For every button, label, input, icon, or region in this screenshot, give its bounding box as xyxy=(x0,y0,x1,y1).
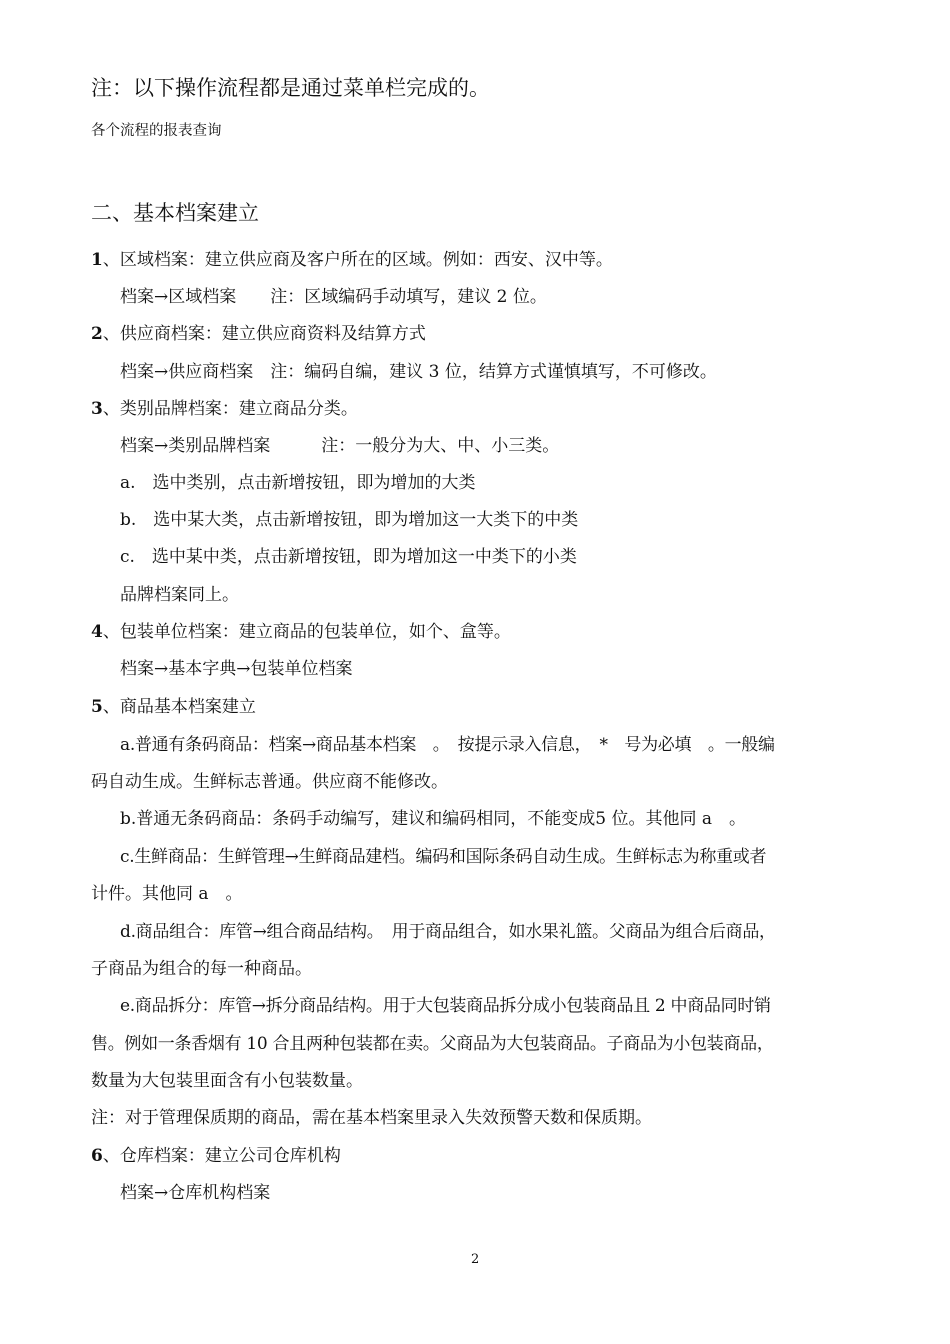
item-1-heading xyxy=(91,248,613,272)
item-5-e-line-1: e.商品拆分：库管→拆分商品结构。用于大包装商品拆分成小包装商品且 2 中商品同时销 xyxy=(120,996,771,1016)
item-5-a-line-2: 码自动生成。生鲜标志普通。供应商不能修改。 xyxy=(91,772,448,792)
item-5-text: 、商品基本档案建立 xyxy=(102,697,256,717)
item-2-number: 2 xyxy=(91,324,103,344)
item-4-path: 档案→基本字典→包装单位档案 xyxy=(120,659,353,679)
item-1-path: 档案→区域档案 注：区域编码手动填写，建议 2 位。 xyxy=(120,287,547,307)
item-5-heading xyxy=(91,695,256,719)
item-4-heading xyxy=(91,620,511,644)
section-title: 二、基本档案建立 xyxy=(91,201,259,225)
item-5-number: 5 xyxy=(91,697,103,717)
item-5-c-line-1: c.生鲜商品：生鲜管理→生鲜商品建档。编码和国际条码自动生成。生鲜标志为称重或者 xyxy=(120,847,767,867)
reports-line: 各个流程的报表查询 xyxy=(91,123,222,139)
item-3-step-a: a. 选中类别，点击新增按钮，即为增加的大类 xyxy=(120,473,476,493)
item-5-c-line-2: 计件。其他同 a 。 xyxy=(91,884,243,904)
item-2-text: 、供应商档案：建立供应商资料及结算方式 xyxy=(102,324,426,344)
item-1-number: 1 xyxy=(91,250,103,270)
item-3-step-b: b. 选中某大类，点击新增按钮，即为增加这一大类下的中类 xyxy=(120,510,579,530)
item-4-number: 4 xyxy=(91,622,103,642)
item-4-text: 、包装单位档案：建立商品的包装单位，如个、盒等。 xyxy=(102,622,511,642)
item-2-path: 档案→供应商档案 注：编码自编，建议 3 位，结算方式谨慎填写，不可修改。 xyxy=(120,362,717,382)
item-3-number: 3 xyxy=(91,399,103,419)
item-2-heading xyxy=(91,322,426,346)
item-1-text: 、区域档案：建立供应商及客户所在的区域。例如：西安、汉中等。 xyxy=(102,250,613,270)
item-3-brand-note: 品牌档案同上。 xyxy=(120,585,239,605)
item-6-path: 档案→仓库机构档案 xyxy=(120,1183,271,1203)
item-3-text: 、类别品牌档案：建立商品分类。 xyxy=(102,399,358,419)
item-6-text: 、仓库档案：建立公司仓库机构 xyxy=(102,1146,341,1166)
item-5-b-line-1: b.普通无条码商品：条码手动编写，建议和编码相同，不能变成5 位。其他同 a 。 xyxy=(120,809,747,829)
page-number: 2 xyxy=(471,1252,480,1267)
item-5-e-line-2: 售。例如一条香烟有 10 合且两种包装都在卖。父商品为大包装商品。子商品为小包装商品， xyxy=(91,1034,774,1054)
item-5-d-line-2: 子商品为组合的每一种商品。 xyxy=(91,959,312,979)
item-5-a-line-1: a.普通有条码商品：档案→商品基本档案 。 按提示录入信息， * 号为必填 。一般编 xyxy=(120,735,775,755)
item-6-number: 6 xyxy=(91,1146,103,1166)
item-5-e-line-3: 数量为大包装里面含有小包装数量。 xyxy=(91,1071,363,1091)
shelf-life-note: 注：对于管理保质期的商品，需在基本档案里录入失效预警天数和保质期。 xyxy=(91,1108,652,1128)
item-5-d-line-1: d.商品组合：库管→组合商品结构。 用于商品组合，如水果礼篮。父商品为组合后商品， xyxy=(120,922,776,942)
item-6-heading xyxy=(91,1144,341,1168)
note-top: 注：以下操作流程都是通过菜单栏完成的。 xyxy=(91,76,490,100)
item-3-heading xyxy=(91,397,358,421)
item-3-path: 档案→类别品牌档案 注：一般分为大、中、小三类。 xyxy=(120,436,560,456)
item-3-step-c: c. 选中某中类，点击新增按钮，即为增加这一中类下的小类 xyxy=(120,547,577,567)
